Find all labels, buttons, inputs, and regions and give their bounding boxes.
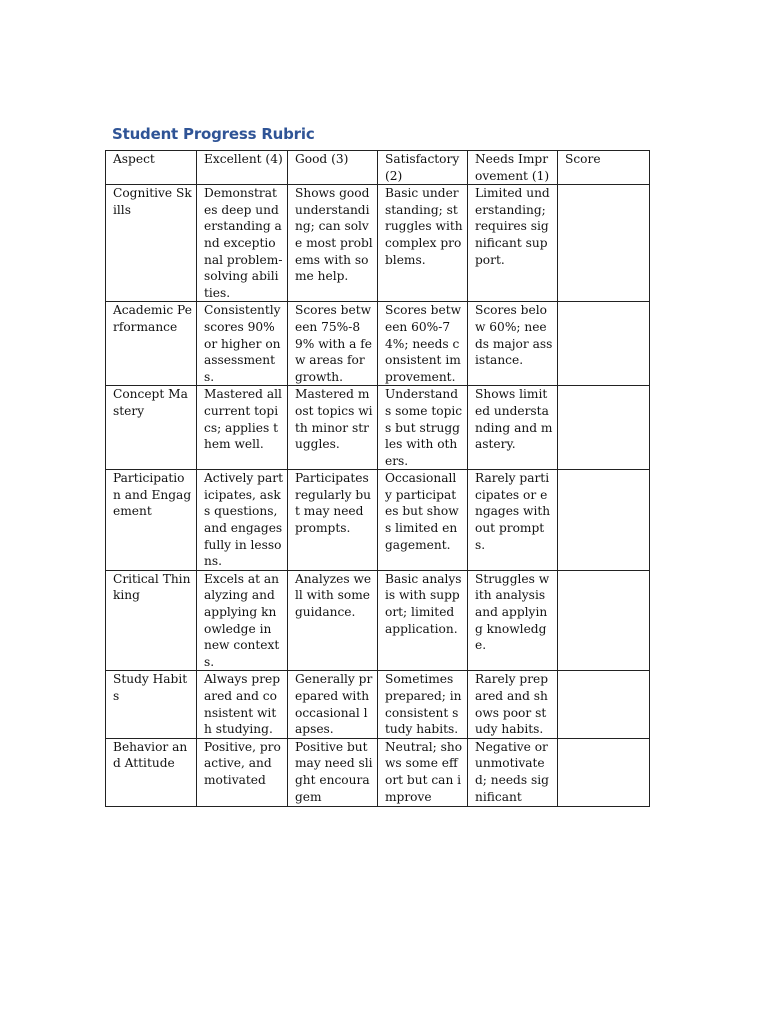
needs-improvement-cell: Negative or unmotivated; needs significant [468, 738, 558, 806]
score-cell[interactable] [558, 570, 650, 671]
satisfactory-cell: Neutral; shows some effort but can improve [378, 738, 468, 806]
needs-improvement-cell: Limited understanding; requires significant support. [468, 185, 558, 302]
score-cell[interactable] [558, 470, 650, 571]
needs-improvement-cell: Rarely participates or engages without prompts. [468, 470, 558, 571]
table-row [106, 185, 650, 302]
table-row [106, 671, 650, 738]
header-excellent: Excellent (4) [197, 151, 288, 185]
excellent-cell: Mastered all current topics; applies them well. [197, 386, 288, 470]
header-good: Good (3) [288, 151, 378, 185]
header-needs-improvement: Needs Improvement (1) [468, 151, 558, 185]
aspect-cell: Critical Thinking [106, 570, 197, 671]
score-cell[interactable] [558, 185, 650, 302]
table-row [106, 570, 650, 671]
needs-improvement-cell: Struggles with analysis and applying knowledge. [468, 570, 558, 671]
satisfactory-cell: Sometimes prepared; inconsistent study habits. [378, 671, 468, 738]
table-row [106, 738, 650, 806]
excellent-cell: Actively participates, asks questions, and engages fully in lessons. [197, 470, 288, 571]
header-score: Score [558, 151, 650, 185]
excellent-cell: Demonstrates deep understanding and exceptional problem-solving abilities. [197, 185, 288, 302]
aspect-cell: Study Habits [106, 671, 197, 738]
score-cell[interactable] [558, 671, 650, 738]
good-cell: Participates regularly but may need prompts. [288, 470, 378, 571]
good-cell: Scores between 75%-89% with a few areas for growth. [288, 302, 378, 386]
header-aspect: Aspect [106, 151, 197, 185]
table-header-row [106, 151, 650, 185]
aspect-cell: Behavior and Attitude [106, 738, 197, 806]
good-cell: Shows good understanding; can solve most problems with some help. [288, 185, 378, 302]
satisfactory-cell: Occasionally participates but shows limited engagement. [378, 470, 468, 571]
score-cell[interactable] [558, 738, 650, 806]
needs-improvement-cell: Shows limited understanding and mastery. [468, 386, 558, 470]
rubric-table-body [106, 151, 650, 807]
excellent-cell: Always prepared and consistent with studying. [197, 671, 288, 738]
score-cell[interactable] [558, 386, 650, 470]
good-cell: Mastered most topics with minor struggles. [288, 386, 378, 470]
excellent-cell: Consistently scores 90% or higher on assessments. [197, 302, 288, 386]
needs-improvement-cell: Scores below 60%; needs major assistance. [468, 302, 558, 386]
document-title: Student Progress Rubric [112, 125, 315, 143]
satisfactory-cell: Basic understanding; struggles with complex problems. [378, 185, 468, 302]
satisfactory-cell: Understands some topics but struggles with others. [378, 386, 468, 470]
header-satisfactory: Satisfactory (2) [378, 151, 468, 185]
good-cell: Positive but may need slight encouragem [288, 738, 378, 806]
satisfactory-cell: Scores between 60%-74%; needs consistent improvement. [378, 302, 468, 386]
aspect-cell: Concept Mastery [106, 386, 197, 470]
aspect-cell: Participation and Engagement [106, 470, 197, 571]
satisfactory-cell: Basic analysis with support; limited application. [378, 570, 468, 671]
good-cell: Analyzes well with some guidance. [288, 570, 378, 671]
excellent-cell: Positive, proactive, and motivated [197, 738, 288, 806]
rubric-table [105, 150, 650, 807]
excellent-cell: Excels at analyzing and applying knowledge in new contexts. [197, 570, 288, 671]
good-cell: Generally prepared with occasional lapses. [288, 671, 378, 738]
table-row [106, 470, 650, 571]
aspect-cell: Academic Performance [106, 302, 197, 386]
table-row [106, 302, 650, 386]
aspect-cell: Cognitive Skills [106, 185, 197, 302]
score-cell[interactable] [558, 302, 650, 386]
needs-improvement-cell: Rarely prepared and shows poor study habits. [468, 671, 558, 738]
table-row [106, 386, 650, 470]
